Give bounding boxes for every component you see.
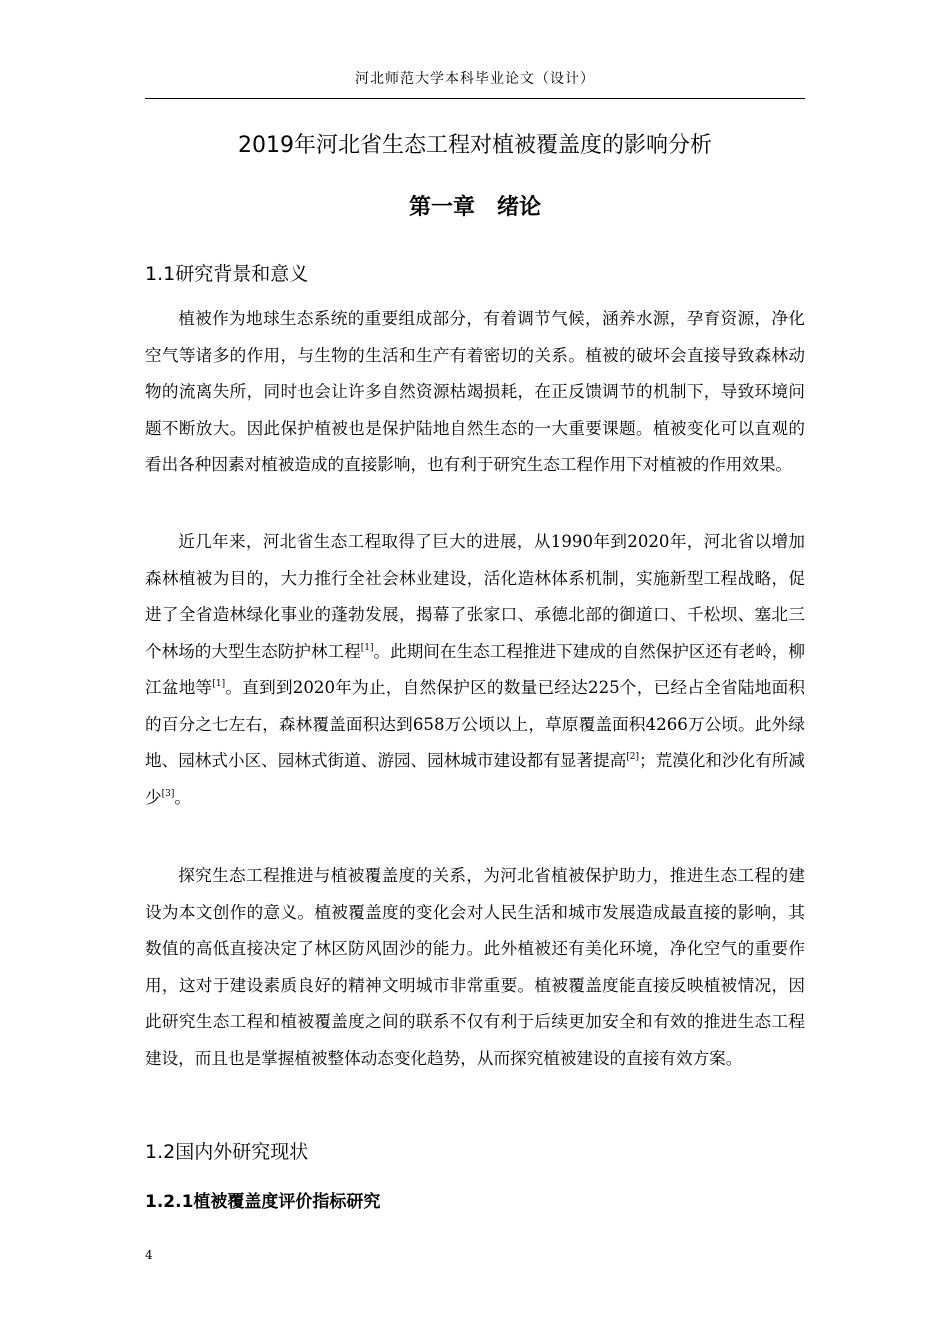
paragraph-progress — [145, 524, 805, 816]
header-rule — [145, 98, 805, 99]
running-head: 河北师范大学本科毕业论文（设计） — [355, 71, 595, 87]
citation-ref: [1] — [360, 642, 374, 653]
paragraph-background: 植被作为地球生态系统的重要组成部分，有着调节气候，涵养水源，孕育资源，净化空气等诸多的作用，与生物的生活和生产有着密切的关系。植被的破坏会直接导致森林动物的流离失所，同时也会让许多自然资源枯竭损耗，在正反馈调节的机制下，导致环境问题不断放大。因此保护植被也是保护陆地自然生态的一大重要课题。植被变化可以直观的看出各种因素对植被造成的直接影响，也有利于研究生态工程作用下对植被的作用效果。 — [145, 309, 805, 474]
subsection-heading-1-2-1: 1.2.1植被覆盖度评价指标研究 — [145, 1192, 381, 1212]
paragraph-progress-text-1: 近几年来，河北省生态工程取得了巨大的进展，从1990年到2020年，河北省以增加森林植被为目的，大力推行全社会林业建设，活化造林体系机制，实施新型工程战略，促进了全省造林绿化事业的蓬勃发展，揭幕了张家口、承德北部的御道口、千松坝、塞北三个林场的大型生态防护林工程 — [145, 532, 805, 661]
citation-ref: [1] — [212, 679, 226, 689]
paper-title: 2019年河北省生态工程对植被覆盖度的影响分析 — [238, 133, 712, 158]
page-number: 4 — [145, 1248, 153, 1262]
paragraph-progress-text-5: 。 — [174, 787, 191, 807]
citation-ref: [2] — [626, 752, 640, 762]
section-heading-1-2: 1.2国内外研究现状 — [145, 1141, 309, 1163]
paragraph-progress-text-2: 。此期间在生态工程推进下建成的自然保护区还有老岭，柳江盆地等 — [145, 641, 805, 697]
paragraph-progress-text-4: ；荒漠化和沙化有所减少 — [145, 751, 806, 807]
paragraph-significance: 探究生态工程推进与植被覆盖度的关系，为河北省植被保护助力，推进生态工程的建设为本文创作的意义。植被覆盖度的变化会对人民生活和城市发展造成最直接的影响，其数值的高低直接决定了林区防风固沙的能力。此外植被还有美化环境，净化空气的重要作用，这对于建设素质良好的精神文明城市非常重要。植被覆盖度能直接反映植被情况，因此研究生态工程和植被覆盖度之间的联系不仅有利于后续更加安全和有效的推进生态工程建设，而且也是掌握植被整体动态变化趋势，从而探究植被建设的直接有效方案。 — [145, 866, 805, 1068]
paragraph-progress-text-3: 。直到到2020年为止，自然保护区的数量已经达225个，已经占全省陆地面积的百分之七左右，森林覆盖面积达到658万公顷以上，草原覆盖面积4266万公顷。此外绿地、园林式小区、园林式街道、游园、园林城市建设都有显著提高 — [145, 678, 806, 770]
chapter-title: 第一章 绪论 — [408, 195, 541, 220]
citation-ref: [3] — [161, 788, 175, 799]
section-heading-1-1: 1.1研究背景和意义 — [145, 263, 309, 285]
